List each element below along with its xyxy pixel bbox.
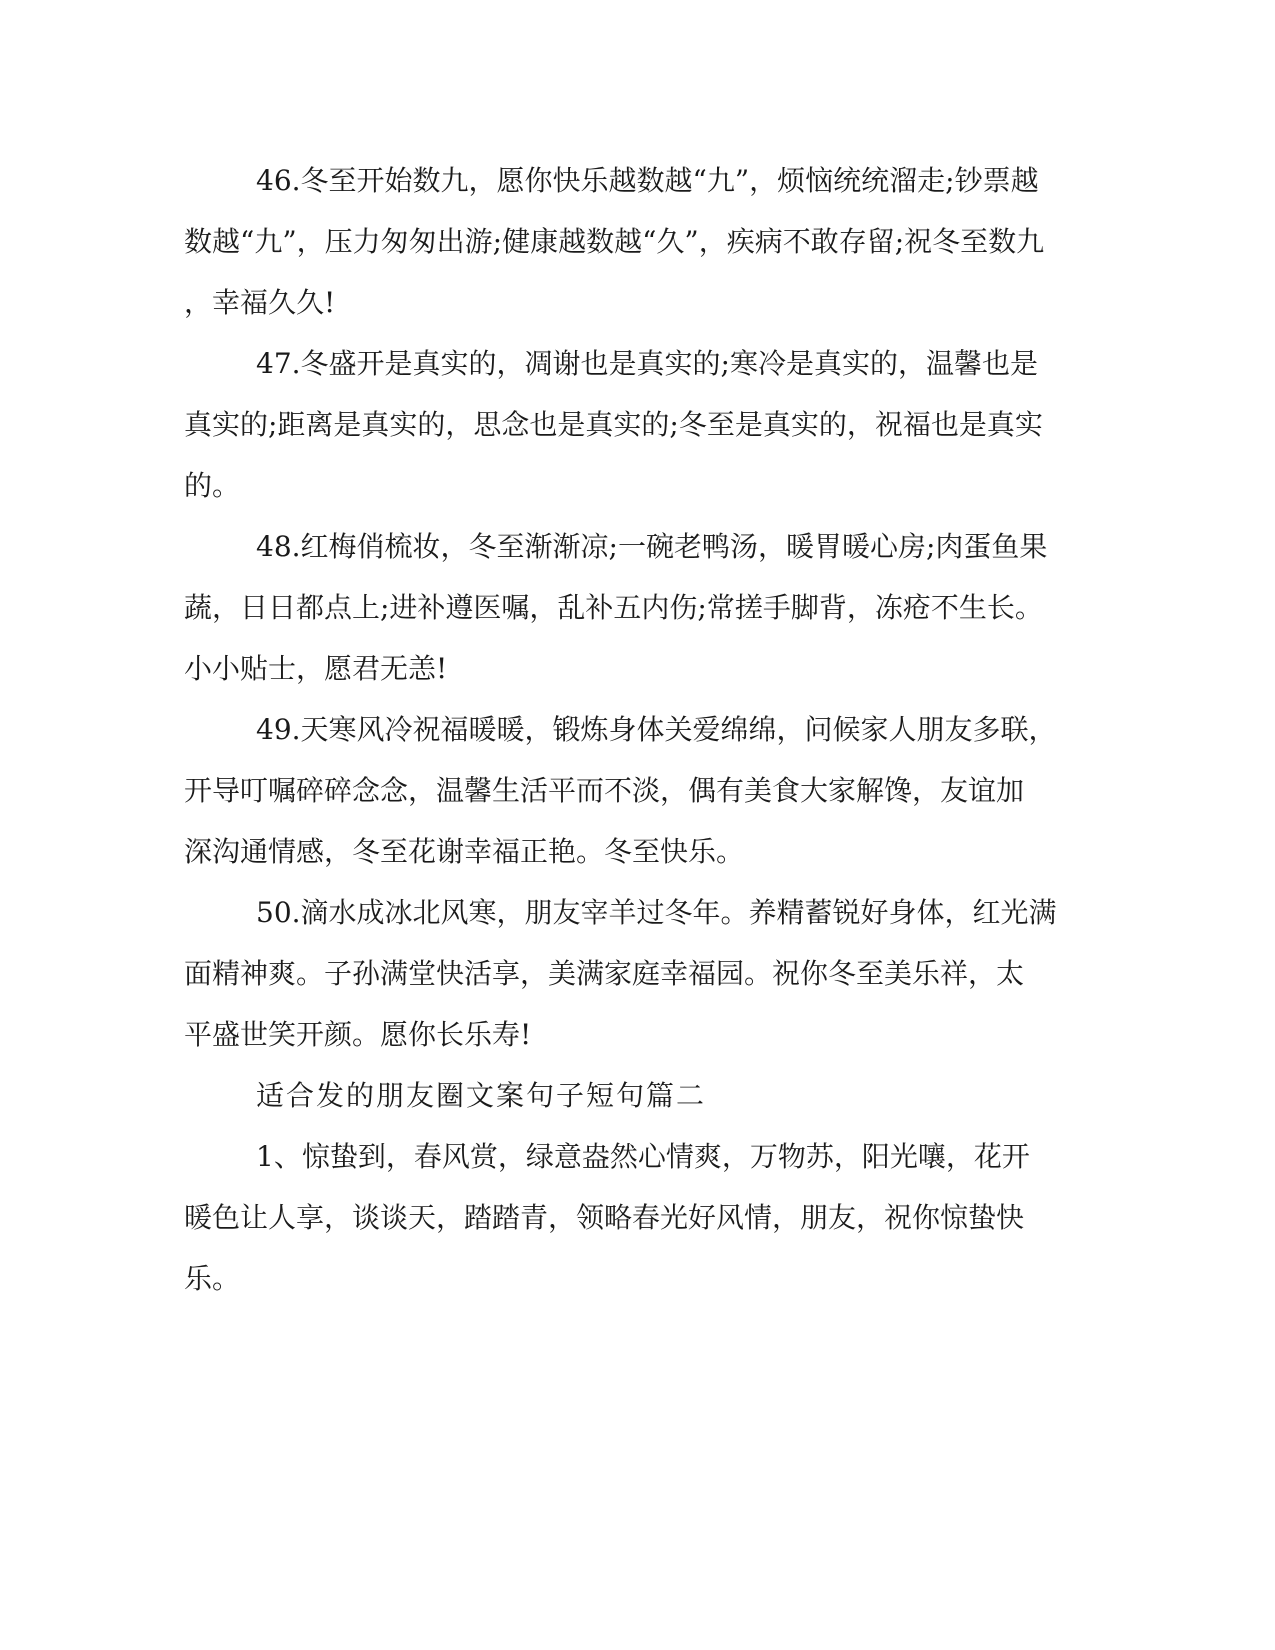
- paragraph-line: 49.天寒风冷祝福暖暖，锻炼身体关爱绵绵，问候家人朋友多联，: [256, 713, 1057, 746]
- section-heading: 适合发的朋友圈文案句子短句篇二: [256, 1079, 707, 1112]
- document-body: [184, 150, 1057, 1309]
- paragraph-line: ，幸福久久!: [184, 286, 336, 319]
- paragraph-line: 1、惊蛰到，春风赏，绿意盎然心情爽，万物苏，阳光嚷，花开: [256, 1140, 1030, 1173]
- paragraph-line: 50.滴水成冰北风寒，朋友宰羊过冬年。养精蓄锐好身体，红光满: [256, 896, 1057, 929]
- paragraph-line: 数越“九”，压力匆匆出游;健康越数越“久”，疾病不敢存留;祝冬至数九: [184, 225, 1045, 258]
- paragraph-line: 48.红梅俏梳妆，冬至渐渐凉;一碗老鸭汤，暖胃暖心房;肉蛋鱼果: [256, 530, 1048, 563]
- paragraph-line: 乐。: [184, 1262, 241, 1295]
- paragraph-line: 小小贴士，愿君无恙!: [184, 652, 448, 685]
- paragraph-line: 47.冬盛开是真实的，凋谢也是真实的;寒冷是真实的，温馨也是: [256, 347, 1038, 380]
- paragraph-line: 46.冬至开始数九，愿你快乐越数越“九”，烦恼统统溜走;钞票越: [256, 164, 1039, 197]
- paragraph-49: [184, 699, 1057, 882]
- section-paragraph-1: [184, 1126, 1044, 1309]
- paragraph-line: 真实的;距离是真实的，思念也是真实的;冬至是真实的，祝福也是真实: [184, 408, 1043, 441]
- paragraph-line: 的。: [184, 469, 241, 502]
- paragraph-line: 蔬，日日都点上;进补遵医嘱，乱补五内伤;常搓手脚背，冻疮不生长。: [184, 591, 1043, 624]
- paragraph-line: 开导叮嘱碎碎念念，温馨生活平而不淡，偶有美食大家解馋，友谊加: [184, 774, 1025, 807]
- paragraph-line: 暖色让人享，谈谈天，踏踏青，领略春光好风情，朋友，祝你惊蛰快: [184, 1201, 1025, 1234]
- paragraph-line: 面精神爽。子孙满堂快活享，美满家庭幸福园。祝你冬至美乐祥，太: [184, 957, 1025, 990]
- paragraph-line: 深沟通情感，冬至花谢幸福正艳。冬至快乐。: [184, 835, 745, 868]
- paragraph-50: [184, 882, 1057, 1065]
- paragraph-48: [184, 516, 1048, 699]
- paragraph-46: [184, 150, 1044, 333]
- paragraph-line: 平盛世笑开颜。愿你长乐寿!: [184, 1018, 532, 1051]
- paragraph-47: [184, 333, 1044, 516]
